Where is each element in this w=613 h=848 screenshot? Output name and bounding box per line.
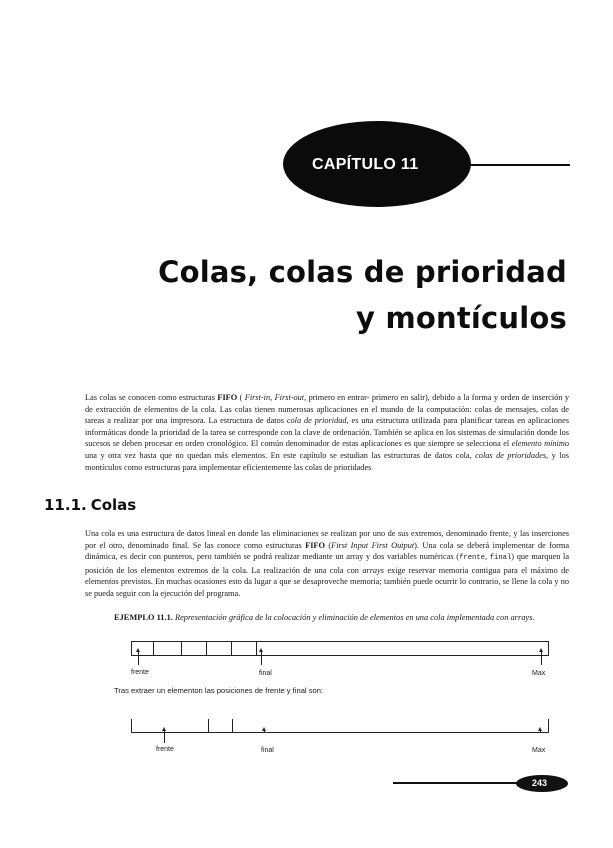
frente-arrow-1: [138, 651, 139, 665]
example-label: EJEMPLO 11.1.: [114, 613, 173, 622]
example-caption: EJEMPLO 11.1. Representación gráfica de la colocación y eliminación de elementos en una cola implementada con arrays.: [114, 613, 535, 622]
section-number: 11.1.: [44, 496, 87, 514]
chapter-title-line1: Colas, colas de prioridad: [158, 255, 567, 289]
chapter-label: CAPÍTULO 11: [312, 156, 419, 173]
section-title: Colas: [90, 496, 137, 514]
frente-label-1: frente: [131, 669, 149, 676]
transition-text: Tras extraer un elementon las posiciones de frente y final son:: [114, 686, 324, 695]
queue-array-1: [131, 641, 549, 656]
array-cell-divider: [231, 642, 232, 655]
final-label-1: final: [259, 670, 272, 677]
frente-arrow-2: [164, 730, 165, 743]
final-arrow-2: [264, 730, 265, 733]
array-cell-divider: [208, 719, 209, 732]
max-arrow-1: [541, 651, 542, 665]
queue-array-2: [131, 719, 549, 733]
array-cell-divider: [232, 719, 233, 732]
max-label-2: Max: [532, 747, 546, 754]
page-number: 243: [532, 778, 548, 788]
max-label-1: Max: [532, 670, 546, 677]
intro-paragraph: Las colas se conocen como estructuras FIFO ( First-in, First-out, primero en entrar- primero en salir), debido a la forma y orden de inserción y de extracción de elementos de la cola. Las colas tienen numerosas aplicaciones en el mundo de la computación: colas de mensajes, colas de tareas a realizar por una impresora. La estructura de datos cola de prioridad, es una estructura utilizada para planificar tareas en aplicaciones informáticas donde la prioridad de la tarea se corresponde con la clave de ordenación. También se aplica en los sistemas de simulación donde los sucesos se deben procesar en orden cronológico. El común denominador de estas aplicaciones es que siempre se selecciona el elemento mínimo una y otra vez hasta que no quedan más elementos. En este capítulo se estudian las estructuras de datos cola, colas de prioridades, y los montículos como estructuras para implementar eficientemente las colas de prioridades: [85, 393, 569, 472]
chapter-title-line2: y montículos: [356, 301, 567, 335]
chapter-rule: [426, 164, 570, 166]
array-cell-divider: [256, 642, 257, 655]
array-cell-divider: [153, 642, 154, 655]
section-heading: [44, 496, 136, 514]
final-label-2: final: [261, 747, 274, 754]
footer-rule: [393, 782, 529, 784]
max-arrow-2: [540, 730, 541, 733]
array-cell-divider: [181, 642, 182, 655]
section-paragraph: Una cola es una estructura de datos lineal en donde las eliminaciones se realizan por uno de sus extremos, denominado frente, y las inserciones por el otro, denominado final. Se las conoce como estructuras FIFO (First Input First Output). Una cola se deberá implementar de forma dinámica, es decir con punteros, pero también se podrá realizar mediante un array y dos variables numéricas (frente, final) que marquen la posición de los elementos extremos de la cola. La realización de una cola con arrays exige reservar memoria contigua para el máximo de elementos previstos. En muchas ocasiones esto da lugar a que se desaproveche memoria; también puede ocurrir lo contrario, se llene la cola y no se pueda seguir con la ejecución del programa.: [85, 529, 570, 598]
final-arrow-1: [261, 651, 262, 665]
frente-label-2: frente: [156, 746, 174, 753]
array-cell-divider: [206, 642, 207, 655]
